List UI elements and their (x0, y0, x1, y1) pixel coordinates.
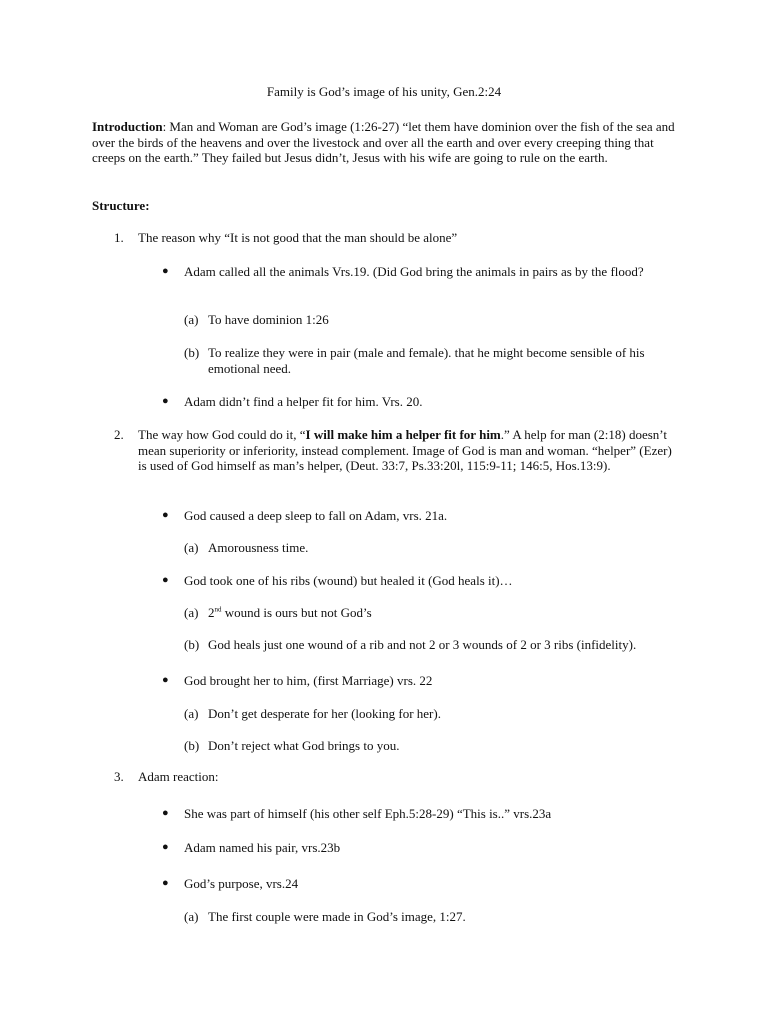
sub-label: (a) (184, 312, 199, 327)
section-3-sub-a: The first couple were made in God’s image, 1:27. (208, 909, 466, 924)
sub-label: (a) (184, 909, 199, 924)
list-number-1: 1. (114, 230, 124, 245)
sub-label: (b) (184, 637, 200, 652)
section-1-sub-a: To have dominion 1:26 (208, 312, 329, 327)
sub-label: (a) (184, 706, 199, 721)
section-1-bullet-2: Adam didn’t find a helper fit for him. Vrs. 20. (184, 394, 423, 409)
section-2-bullet-1: God caused a deep sleep to fall on Adam, vrs. 21a. (184, 508, 448, 523)
document-title: Family is God’s image of his unity, Gen.2:24 (266, 84, 502, 99)
section-3-bullet-3: God’s purpose, vrs.24 (184, 876, 299, 891)
section-3-heading: Adam reaction: (138, 769, 219, 784)
bullet-icon: ● (162, 807, 169, 819)
ordinal-number: 2 (208, 605, 215, 620)
sub-label: (a) (184, 540, 199, 555)
section-2-sub-a: Amorousness time. (208, 540, 309, 555)
section-1-bullet-1: Adam called all the animals Vrs.19. (Did God bring the animals in pairs as by the flood? (184, 264, 644, 279)
bullet-icon: ● (162, 674, 169, 686)
bullet-icon: ● (162, 265, 169, 277)
sub-label: (b) (184, 345, 200, 360)
introduction-label: Introduction (92, 119, 163, 134)
section-2-bold-quote: I will make him a helper fit for him (305, 427, 501, 442)
section-3-bullet-1: She was part of himself (his other self Eph.5:28-29) “This is..” vrs.23a (184, 806, 552, 821)
introduction-paragraph (92, 119, 677, 166)
sub-text: wound is ours but not God’s (221, 605, 372, 620)
bullet-icon: ● (162, 877, 169, 889)
section-3-bullet-2: Adam named his pair, vrs.23b (184, 840, 341, 855)
structure-heading: Structure: (92, 198, 150, 213)
section-2-sub-b-2: God heals just one wound of a rib and not 2 or 3 wounds of 2 or 3 ribs (infidelity). (208, 637, 637, 652)
section-2-bullet-3: God brought her to him, (first Marriage) vrs. 22 (184, 673, 433, 688)
section-2-text-after: .” A help for man (2:18) doesn’t mean superiority or inferiority, instead complement. Image of God is man and woman. “helper” (Ezer) is used of God himself as man’s helper, (Deut. 33:7, Ps.33:20l, 115:9-11; 146:5, Hos.13:9). (138, 427, 672, 473)
ordinal-suffix: nd (214, 605, 222, 614)
bullet-icon: ● (162, 395, 169, 407)
section-2-sub-a-3: Don’t get desperate for her (looking for her). (208, 706, 441, 721)
sub-label: (a) (184, 605, 199, 620)
bullet-icon: ● (162, 509, 169, 521)
section-1-sub-b: To realize they were in pair (male and female). that he might become sensible of his emotional need. (208, 345, 645, 376)
section-2-sub-b-3: Don’t reject what God brings to you. (208, 738, 400, 753)
section-2-sub-a-2 (208, 605, 668, 621)
sub-label: (b) (184, 738, 200, 753)
list-number-2: 2. (114, 427, 124, 442)
bullet-icon: ● (162, 574, 169, 586)
bullet-icon: ● (162, 841, 169, 853)
list-number-3: 3. (114, 769, 124, 784)
section-2-text-before: The way how God could do it, “ (138, 427, 306, 442)
section-1-heading: The reason why “It is not good that the man should be alone” (138, 230, 458, 245)
section-2-bullet-2: God took one of his ribs (wound) but healed it (God heals it)… (184, 573, 513, 588)
section-2-paragraph (138, 427, 680, 474)
introduction-text: : Man and Woman are God’s image (1:26-27) “let them have dominion over the fish of the sea and over the birds of the heavens and over the livestock and over all the earth and over every creeping thing that creeps on the earth.” They failed but Jesus didn’t, Jesus with his wife are going to rule on the earth. (92, 119, 675, 165)
